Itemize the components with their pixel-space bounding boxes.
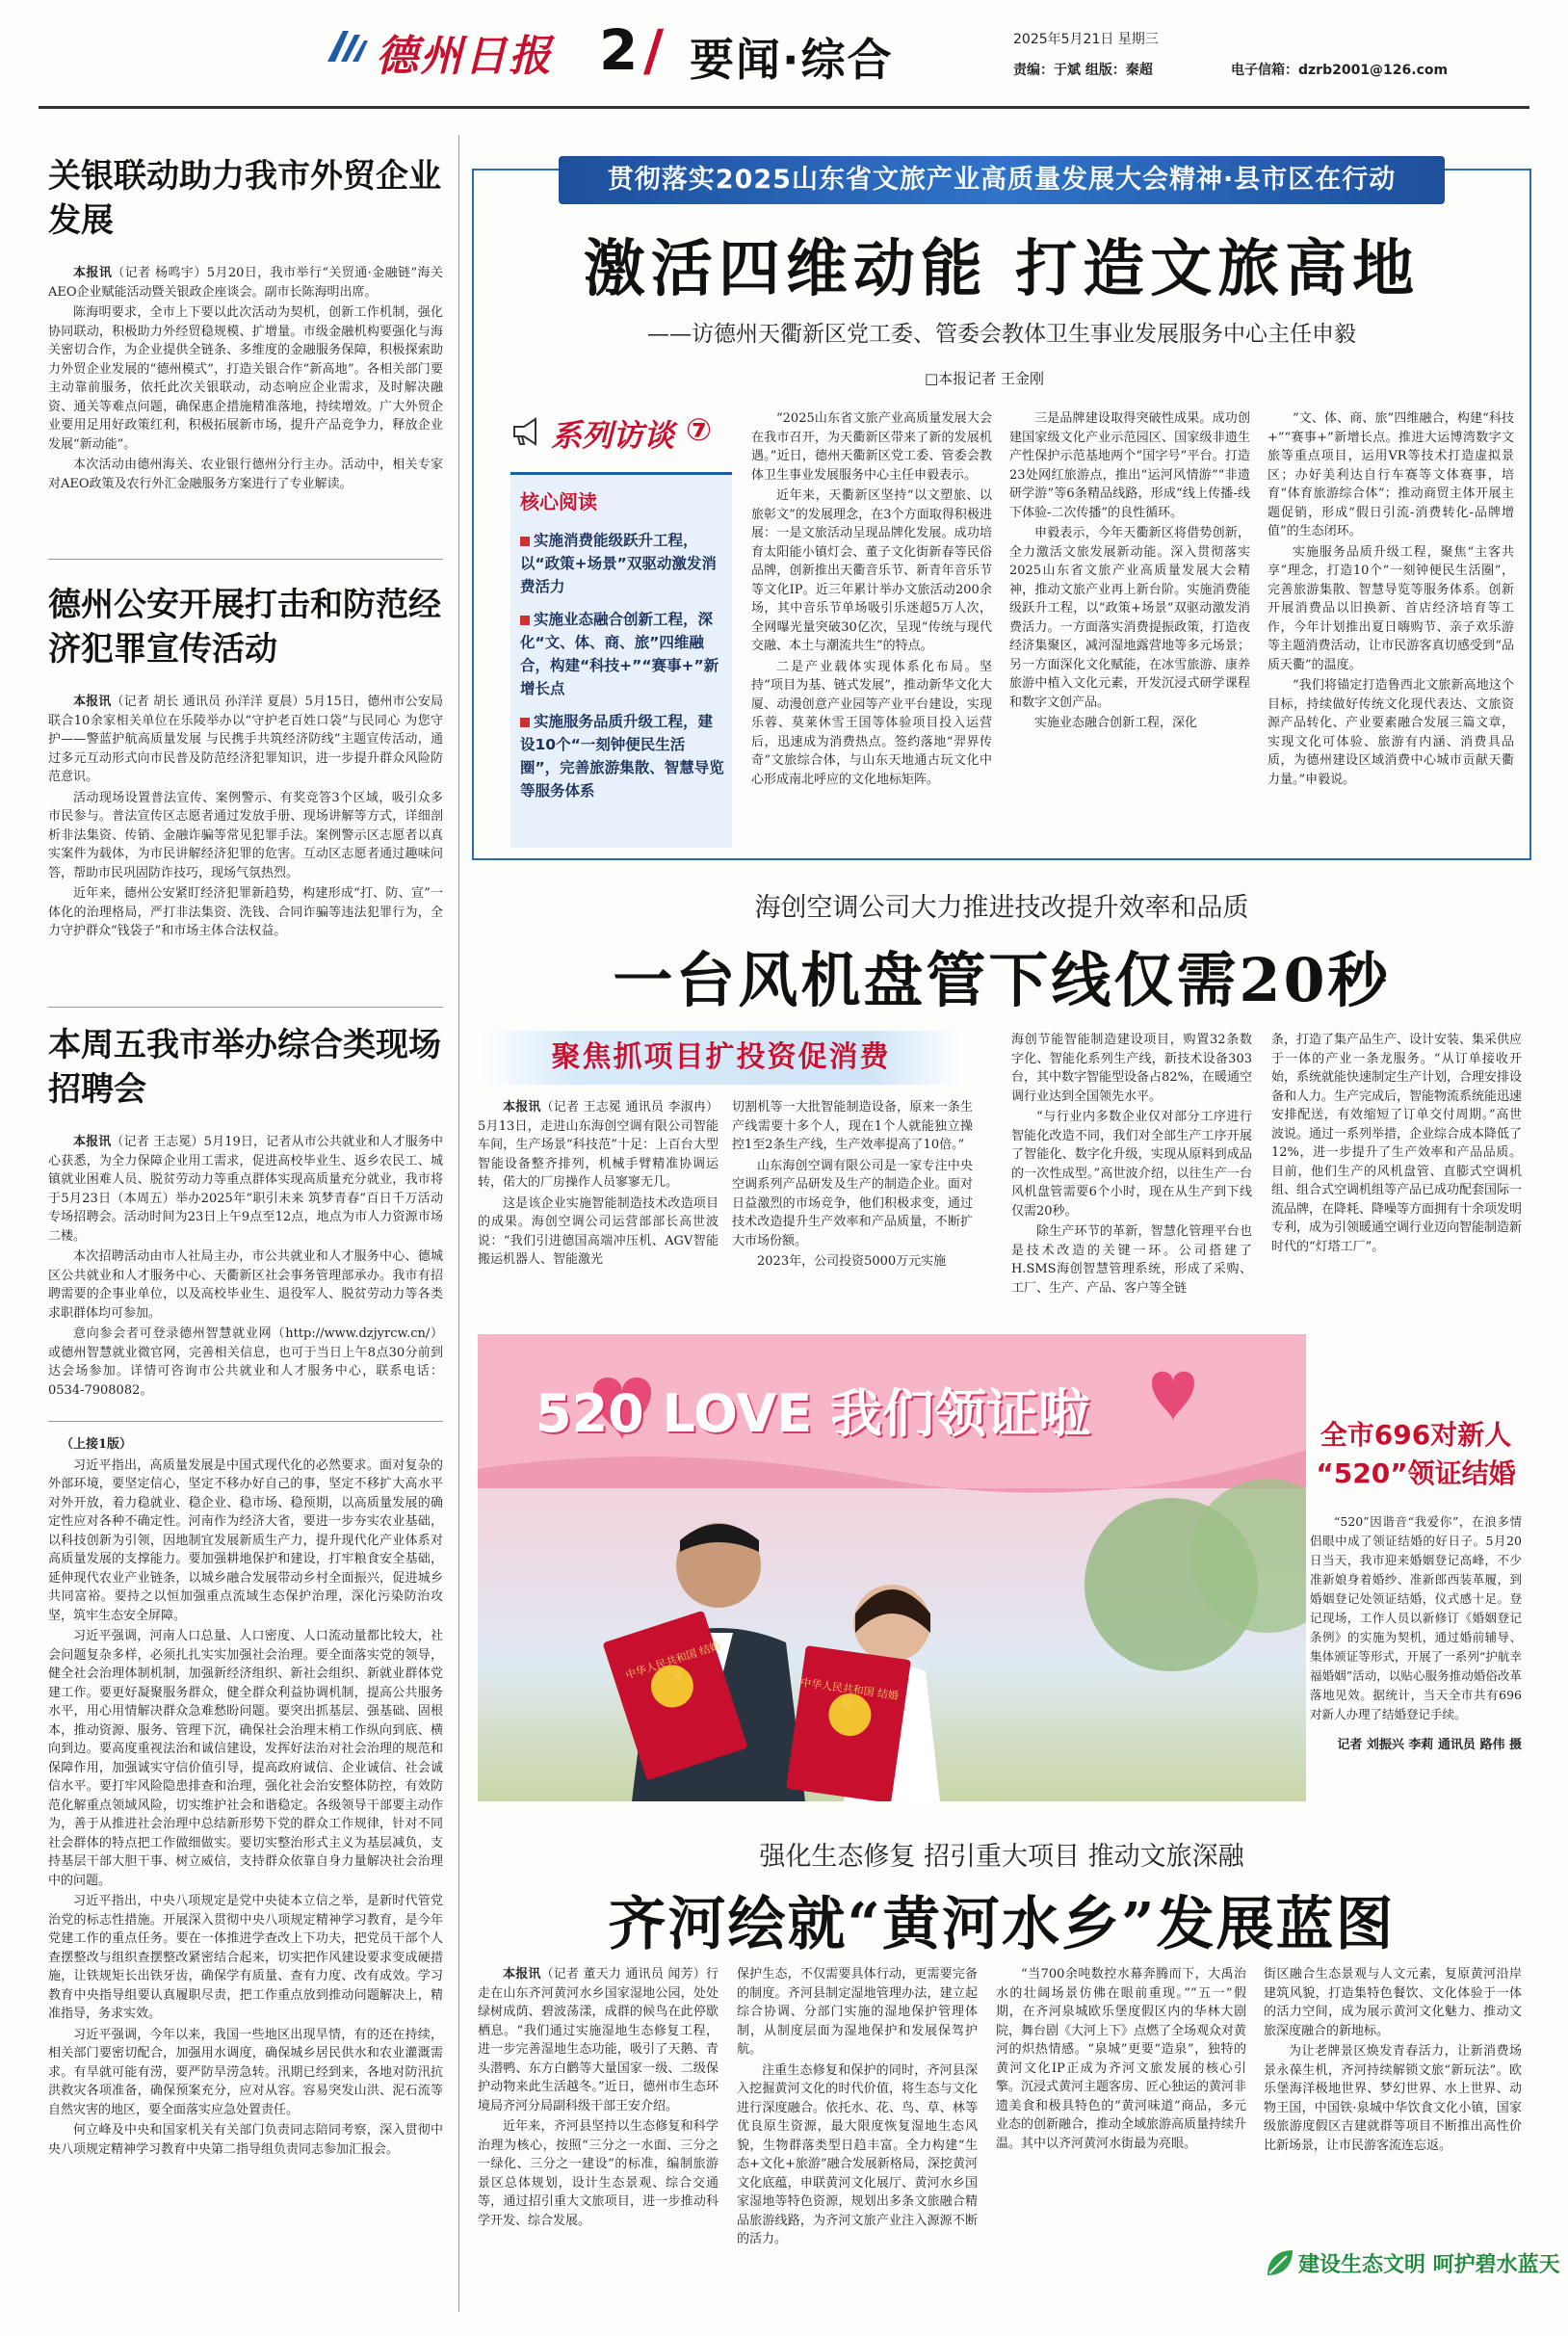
article-paragraph: 近年来，德州公安紧盯经济犯罪新趋势，构建形成“打、防、宣”一体化的治理格局，严打非法集资、洗钱、合同诈骗等违法犯罪行为，全力守护群众“钱袋子”和市场主体合法权益。 <box>48 886 443 938</box>
river-column-2 <box>737 1965 978 2302</box>
wedding-caption <box>1310 1416 1522 1801</box>
article-paragraph: 陈海明要求，全市上下要以此次活动为契机，创新工作机制，强化协同联动，积极助力外经贸稳规模、扩增量。市级金融机构要强化与海关密切合作，为企业提供全链条、多维度的金融服务保障，积极探索助力外贸企业发展的“德州模式”，打造关银合作“新高地”。各相关部门要主动靠前服务，依托此次关银联动，动态响应企业需求，及时解决融资、通关等难点问题，确保惠企措施精准落地，持续增效。广大外贸企业要用足用好政策红利，积极拓展新市场，提升产品竞争力，释放企业发展“新动能”。 <box>48 305 443 452</box>
article-paragraph: 注重生态修复和保护的同时，齐河县深入挖掘黄河文化的时代价值，将生态与文化进行深度融合。依托水、花、鸟、草、林等优良原生资源，最大限度恢复湿地生态风貌，生物群落类型日趋丰富。全力构建“生态+文化+旅游”融合发展新格局，深挖黄河文化底蕴，申联黄河文化展厅、黄河水乡国家湿地等特色资源，规划出多条文旅融合精品旅游线路，为齐河文旅产业注入源源不断的活力。 <box>737 2062 978 2246</box>
photo-credit: 记者 刘振兴 李莉 通讯员 路伟 摄 <box>1337 1738 1522 1752</box>
article-title: 本周五我市举办综合类现场招聘会 <box>48 1026 441 1109</box>
article-paragraph: 习近平强调，河南人口总量、人口密度、人口流动量都比较大，社会问题复杂多样，必须扎扎实实加强社会治理。要全面落实党的领导，健全社会治理体制机制，加强新经济组织、新社会组织、新就业群体党建工作。要更好凝聚服务群众，健全群众利益协调机制，提高公共服务水平，用心用情解决群众急难愁盼问题。要突出抓基层、强基础、固根本，推动资源、服务、管理下沉，确保社会治理末梢工作纵向到底、横向到边。要高度重视法治和诚信建设，发挥好法治对社会治理的规范和保障作用，加强诚实守信价值引导，提高政府诚信、企业诚信、社会诚信水平。要打牢风险隐患排查和治理，强化社会治安整体防控，有效防范化解重点领域风险，切实维护社会和谐稳定。各级领导干部要主动作为，善于从推进社会治理中总结新形势下党的群众工作规律，针对不同社会群体的特点把工作做细做实。要切实整治形式主义为基层减负，支持基层干部大胆干事、树立威信，支持群众依靠自身力量解决社会治理中的问题。 <box>48 1629 443 1888</box>
article-paragraph: 这是该企业实施智能制造技术改造项目的成果。海创空调公司运营部部长高世波说：“我们引进德国高端冲压机、AGV智能搬运机器人、智能激光 <box>478 1195 719 1267</box>
page-number: 2 <box>599 17 639 83</box>
article-paragraph: 习近平强调，今年以来，我国一些地区出现旱情，有的还在持续，相关部门要密切配合，加强用水调度，确保城乡居民供水和农业灌溉需求。有旱就可能有涝，要严防旱涝急转。汛期已经到来，各地对防汛抗洪救灾各项准备，确保预案充分，应对从容。容易突发山洪、泥石流等自然灾害的地区，要全面落实应急处置责任。 <box>48 2027 443 2117</box>
newspaper-logo: 德州日报 <box>376 32 553 81</box>
series-label: 系列访谈 <box>551 417 675 454</box>
article-paragraph: 条，打造了集产品生产、设计安装、集采供应于一体的产业一条龙服务。“从订单接收开始，系统就能快速制定生产计划，合理安排设备和人力。生产完成后，智能物流系统能迅速安排配送，有效缩短了订单交付周期。”高世波说。通过一系列举措，企业综合成本降低了12%，进一步提升了生产效率和产品品质。目前，他们生产的风机盘管、直膨式空调机组、组合式空调机组等产品已成功配套国际一流品牌，在降耗、降噪等方面拥有十余项发明专利，成为引领暖通空调行业迈向智能制造新时代的“灯塔工厂”。 <box>1271 1033 1522 1254</box>
section-rule <box>48 559 443 560</box>
article-title: 德州公安开展打击和防范经济犯罪宣传活动 <box>48 586 441 669</box>
fan-column-4 <box>1271 1031 1522 1320</box>
eco-banner: 建设生态文明 呵护碧水蓝天 <box>1264 2237 1522 2291</box>
article-paragraph: 本次招聘活动由市人社局主办，市公共就业和人才服务中心、德城区公共就业和人才服务中心、天衢新区社会事务管理部承办。我市有招聘需要的企事业单位，以及高校毕业生、退役军人、脱贫劳动力等各类求职群体均可参加。 <box>48 1249 443 1321</box>
core-point: 实施消费能级跃升工程，以“政策+场景”双驱动激发消费活力 <box>520 532 717 595</box>
article-paragraph: 实施业态融合创新工程，深化 <box>1034 716 1198 730</box>
section-rule <box>48 1007 443 1008</box>
article-job-fair <box>48 1023 443 1408</box>
article-paragraph: “当700余吨数控水幕奔腾而下，大禹治水的壮阔场景仿佛在眼前重现。”“五一”假期，在齐河泉城欧乐堡度假区内的华林大剧院，舞台剧《大河上下》点燃了全场观众对黄河的炽热情感。“泉城”更要“造泉”，独特的黄河文化IP正成为齐河文旅发展的核心引擎。沉浸式黄河主题客房、匠心独运的黄河非遗美食和极具特色的“黄河味道”商品，多元业态的创新融合，推动全域旅游高质量持续升温。其中以齐河黄河水街最为亮眼。 <box>996 1967 1246 2151</box>
article-paragraph: 2023年，公司投资5000万元实施 <box>757 1254 947 1269</box>
feature-headline: 激活四维动能 打造文旅高地 <box>583 234 1421 305</box>
article-lead: 本报讯（记者 王志冕 通讯员 李淑冉）5月13日，走进山东海创空调有限公司智能车间，生产场景“科技范”十足：上百台大型智能设备整齐排列，机械手臂精准协调运转，偌大的厂房操作人员寥寥无几。 <box>478 1100 719 1190</box>
article-continued-from-page-1 <box>48 1435 443 2302</box>
newspaper-logo-emblem <box>324 23 370 69</box>
feature-banner: 贯彻落实2025山东省文旅产业高质量发展大会精神·县市区在行动 <box>559 156 1445 204</box>
editors-line: 责编：于斌 组版：秦超 <box>1013 63 1153 78</box>
fan-column-3 <box>1011 1031 1252 1320</box>
wedding-sign-text: 520 LOVE 我们领证啦 <box>536 1383 1090 1444</box>
left-column-rule <box>458 135 459 2312</box>
article-paragraph: 近年来，齐河县坚持以生态修复和科学治理为核心，按照“三分之一水面、三分之一绿化、三分之一建设”的标准，编制旅游景区总体规划，设计生态景观、综合交通等，通过招引重大文旅项目，进一步推动科学开发、综合发展。 <box>478 2119 719 2228</box>
article-paragraph: 活动现场设置普法宣传、案例警示、有奖竞答3个区域，吸引众多市民参与。普法宣传区志愿者通过发放手册、现场讲解等方式，详细剖析非法集资、传销、金融诈骗等常见犯罪手法。案例警示区志愿者以真实案件为载体，为市民讲解经济犯罪的危害。互动区志愿者通过趣味问答，帮助市民巩固防诈技巧，现场气氛热烈。 <box>48 790 443 880</box>
article-paragraph: 何立峰及中央和国家机关有关部门负责同志陪同考察，深入贯彻中央八项规定精神学习教育中央第二指导组负责同志参加汇报会。 <box>48 2123 443 2157</box>
certificate-label: 中华人民共和国 结婚证 <box>799 1676 900 1712</box>
article-lead: 本报讯（记者 杨鸣宇）5月20日，我市举行“关贸通·金融链”海关AEO企业赋能活动暨关银政企座谈会。副市长陈海明出席。 <box>48 266 443 300</box>
article-paragraph: 除生产环节的革新，智慧化管理平台也是技术改造的关键一环。公司搭建了H.SMS海创智慧管理系统，形成了采购、工厂、生产、产品、客户等全链 <box>1011 1224 1252 1296</box>
issue-date: 2025年5月21日 星期三 <box>1013 32 1159 47</box>
article-lead: 本报讯（记者 董天力 通讯员 闻芳）行走在山东齐河黄河水乡国家湿地公园，处处绿树成荫、碧波荡漾，成群的候鸟在此停歇栖息。“我们通过实施湿地生态修复工程，进一步完善湿地生态功能，吸引了天鹅、青头潜鸭、东方白鹳等大量国家一级、二级保护动物来此生活越冬。”近日，德州市生态环境局齐河分局副科级干部王安介绍。 <box>478 1967 719 2113</box>
wedding-headline: 全市696对新人 <box>1320 1419 1512 1451</box>
article-paragraph: 山东海创空调有限公司是一家专注中央空调系列产品研发及生产的制造企业。面对日益激烈的市场竞争，他们积极求变，通过技术改造提升生产效率和产品质量，不断扩大市场份额。 <box>732 1158 973 1248</box>
section-rule <box>48 1421 443 1422</box>
fan-headline: 一台风机盘管下线仅需20秒 <box>613 945 1391 1015</box>
masthead-rule <box>39 106 1529 109</box>
article-paragraph: 近年来，天衢新区坚持“以文塑旅、以旅彰文”的发展理念，在3个方面取得积极进展：一是文旅活动呈现品牌化发展。成功培育太阳能小镇灯会、董子文化街新春等民俗品牌，创新推出天衢音乐节、新青年音乐节等文化IP。近三年累计举办文旅活动200余场，其中音乐节单场吸引乐迷超5万人次，全网曝光量突破30亿次，呈现“传统与现代交融、本土与潮流共生”的特点。 <box>751 488 992 653</box>
article-paragraph: 为让老牌景区焕发青春活力，让新消费场景永葆生机，齐河持续解锁文旅“新玩法”。欧乐堡海洋极地世界、梦幻世界、水上世界、动物王国，中国铁·泉城中华饮食文化小镇，国家级旅游度假区吉建就群等项目不断推出高性价比新场景，让市民游客流连忘返。 <box>1264 2044 1522 2153</box>
fan-column-1 <box>478 1098 719 1320</box>
wedding-photo <box>478 1334 1306 1801</box>
core-reading-label: 核心阅读 <box>520 490 597 513</box>
feature-byline: □本报记者 王金刚 <box>925 370 1044 387</box>
article-paragraph: 实施服务品质升级工程，聚焦“主客共享”理念，打造10个“一刻钟便民生活圈”，完善旅游集散、智慧导览等服务体系。创新开展消费品以旧换新、首店经济培育等工作，今年计划推出夏日嗨购节、亲子欢乐游等主题消费活动，让市民游客真切感受到“品质天衢”的温度。 <box>1267 544 1514 672</box>
feature-column-1 <box>751 409 992 851</box>
article-police-campaign <box>48 583 443 997</box>
article-paragraph: 本次活动由德州海关、农业银行德州分行主办。活动中，相关专家对AEO政策及农行外汇金融服务方案进行了专业解读。 <box>48 458 443 491</box>
core-point: 实施服务品质升级工程，建设10个“一刻钟便民生活圈”，完善旅游集散、智慧导览等服务体系 <box>520 713 724 800</box>
river-kicker: 强化生态修复 招引重大项目 推动文旅深融 <box>759 1842 1244 1872</box>
email-line: 电子信箱：dzrb2001@126.com <box>1231 63 1449 78</box>
article-bank-customs <box>48 154 443 539</box>
article-paragraph: 二是产业载体实现体系化布局。坚持“项目为基、链式发展”，推动新华文化大厦、动漫创意产业园等产业平台建设，实现乐蓉、莫莱休雪王国等体验项目投入运营后，迅速成为消费热点。签约落地“羿界传奇”文旅综合体，与山东天地通古玩文化中心形成南北呼应的文化地标矩阵。 <box>751 659 992 787</box>
feature-column-2 <box>1009 409 1250 851</box>
article-paragraph: 保护生态，不仅需要具体行动，更需要完备的制度。齐河县制定湿地管理办法，建立起综合协调、分部门实施的湿地保护管理体制，从制度层面为湿地保护和发展保驾护航。 <box>737 1967 978 2057</box>
article-paragraph: 海创节能智能制造建设项目，购置32条数字化、智能化系列生产线，新技术设备303台，其中数字智能型设备占82%，在暖通空调行业达到全国领先水平。 <box>1011 1033 1252 1104</box>
article-paragraph: 意向参会者可登录德州智慧就业网（http://www.dzjyrcw.cn/）或德州智慧就业微官网，完善相关信息，也可于当日上午8点30分前到达会场参加。详情可咨询市公共就业和人才服务中心，联系电话：0534-7908082。 <box>48 1326 443 1398</box>
article-lead: 本报讯（记者 胡长 通讯员 孙洋洋 夏晨）5月15日，德州市公安局联合10余家相关单位在乐陵举办以“守护老百姓口袋”与民同心 为您守护——警蓝护航高质量发展 与民携手共筑经济防线”主题宣传活动，通过多元互动形式向市民普及防范经济犯罪知识，进一步提升群众风险防范意识。 <box>48 695 443 784</box>
masthead <box>0 0 1568 96</box>
article-paragraph: “与行业内多数企业仅对部分工序进行智能化改造不同，我们对全部生产工序开展了智能化、数字化升级，实现从原料到成品的一次性成型。”高世波介绍，以往生产一台风机盘管需要6个小时，现在从生产到下线仅需20秒。 <box>1011 1110 1252 1219</box>
river-column-3 <box>996 1965 1246 2302</box>
certificate-label: 中华人民共和国 结婚证 <box>623 1639 722 1683</box>
section-name: 要闻·综合 <box>690 34 894 86</box>
article-paragraph: 切割机等一大批智能制造设备，原来一条生产线需要十多个人，现在1个人就能独立操控1至2条生产线，生产效率提高了10倍。” <box>732 1100 973 1152</box>
article-paragraph: 习近平指出，中央八项规定是党中央徒本立信之举，是新时代管党治党的标志性措施。开展深入贯彻中央八项规定精神学习教育，是今年党建工作的重点任务。要在一体推进学查改上下功夫，把党员干部个人查摆整改与组织查摆整改紧密结合起来，切实把作风建设要求变成硬措施，让铁规矩长出铁牙齿，确保学有质量、查有力度、改有成效。学习教育中央指导组要认真履职尽责，把工作重点放到推动问题解决上，精准指导，务求实效。 <box>48 1894 443 2021</box>
article-title: 关银联动助力我市外贸企业发展 <box>48 157 441 240</box>
feature-column-3 <box>1267 409 1514 851</box>
focus-banner: 聚焦抓项目扩投资促消费 <box>478 1031 964 1085</box>
river-column-1 <box>478 1965 719 2302</box>
feature-subheadline: ——访德州天衢新区党工委、管委会教体卫生事业发展服务中心主任申毅 <box>647 322 1356 347</box>
core-point: 实施业态融合创新工程，深化“文、体、商、旅”四维融合，构建“科技+”“赛事+”新增长点 <box>520 611 719 697</box>
fan-column-2 <box>732 1098 973 1320</box>
article-paragraph: “我们将锚定打造鲁西北文旅新高地这个目标，持续做好传统文化现代表达、文旅资源产品转化、产业要素融合发展三篇文章，实现文化可体验、旅游有内涵、消费具品质，为德州建设区域消费中心城市贡献天衢力量。”申毅说。 <box>1267 678 1514 787</box>
core-reading-box <box>510 472 732 848</box>
series-interview-tag <box>510 409 751 454</box>
wedding-headline: “520”领证结婚 <box>1316 1457 1516 1489</box>
megaphone-icon <box>510 415 543 452</box>
page-slash: / <box>643 17 665 83</box>
article-paragraph: 三是品牌建设取得突破性成果。成功创建国家级文化产业示范园区、国家级非遗生产性保护示范基地两个“国字号”平台。打造23处网红旅游点，推出“运河风情游”“非遗研学游”等6条精品线路，形成“线上传播-线下体验-二次传播”的良性循环。 <box>1009 411 1250 520</box>
article-paragraph: “2025山东省文旅产业高质量发展大会在我市召开，为天衢新区带来了新的发展机遇。”近日，德州天衢新区党工委、管委会教体卫生事业发展服务中心主任申毅表示。 <box>751 411 992 483</box>
fan-kicker: 海创空调公司大力推进技改提升效率和品质 <box>754 893 1249 923</box>
article-paragraph: 申毅表示，今年天衢新区将借势创新，全力激活文旅发展新动能。深入贯彻落实2025山东省文旅产业高质量发展大会精神，推动文旅产业再上新台阶。实施消费能级跃升工程，以“政策+场景”双驱动激发消费活力。一方面落实消费提振政策，打造夜经济集聚区，减河湿地露营地等多元场景；另一方面深化文化赋能，在冰雪旅游、康养旅游中植入文化元素，开发沉浸式研学课程和数字文创产品。 <box>1009 526 1250 710</box>
article-lead: 本报讯（记者 王志冕）5月19日，记者从市公共就业和人才服务中心获悉，为全力保障企业用工需求，促进高校毕业生、返乡农民工、城镇就业困难人员、脱贫劳动力等重点群体实现高质量充分就业，我市将于5月23日（本周五）举办2025年“职引未来 筑梦青春”百日千万活动专场招聘会。活动时间为23日上午9点至12点，地点为市人力资源市场二楼。 <box>48 1135 443 1244</box>
continuation-tag: （上接1版） <box>61 1437 133 1452</box>
river-headline: 齐河绘就“黄河水乡”发展蓝图 <box>608 1891 1396 1958</box>
series-number: ⑦ <box>686 411 713 448</box>
wedding-body: “520”因谐音“我爱你”，在浪多情侣眼中成了领证结婚的好日子。5月20日当天，我市迎来婚姻登记高峰，不少准新娘身着婚纱、准新郎西装革履，到婚姻登记处领证结婚，仪式感十足。登记现场，工作人员以新修订《婚姻登记条例》的实施为契机，通过婚前辅导、集体颁证等形式，开展了一系列“护航幸福婚姻”活动，以贴心服务推动婚俗改革落地见效。据统计，当天全市共有696对新人办理了结婚登记手续。 <box>1310 1514 1522 1721</box>
article-paragraph: 街区融合生态景观与人文元素，复原黄河沿岸建筑风貌，打造集特色餐饮、文化体验于一体的活力空间，成为展示黄河文化魅力、推动文旅深度融合的新地标。 <box>1264 1967 1522 2038</box>
core-reading-title <box>520 486 597 514</box>
river-column-4 <box>1264 1965 1522 2225</box>
leaf-icon <box>1264 2246 1296 2283</box>
article-paragraph: 习近平指出，高质量发展是中国式现代化的必然要求。面对复杂的外部环境，要坚定信心，坚定不移办好自己的事，坚定不移扩大高水平对外开放，着力稳就业、稳企业、稳市场、稳预期，以高质量发展的确定性应对各种不确定性。河南作为经济大省，要进一步夯实农业基础，以科技创新为引领，因地制宜发展新质生产力，提升现代化产业体系对高质量发展的支撑能力。要加强耕地保护和建设，打牢粮食安全基础，延伸现代农业产业链条，以城乡融合发展带动乡村全面振兴，促进城乡共同富裕。要持之以恒加强重点流域生态保护治理，深化污染防治攻坚，筑牢生态安全屏障。 <box>48 1457 443 1623</box>
article-paragraph: “文、体、商、旅”四维融合，构建“科技+”“赛事+”新增长点。推进大运博湾数字文旅等重点项目，运用VR等技术打造虚拟景区；办好美利达自行车赛等文体赛事，培育“体育旅游综合体”；推动商贸主体开展主题促销，形成“假日引流-消费转化-品牌增值”的生态闭环。 <box>1267 411 1514 538</box>
